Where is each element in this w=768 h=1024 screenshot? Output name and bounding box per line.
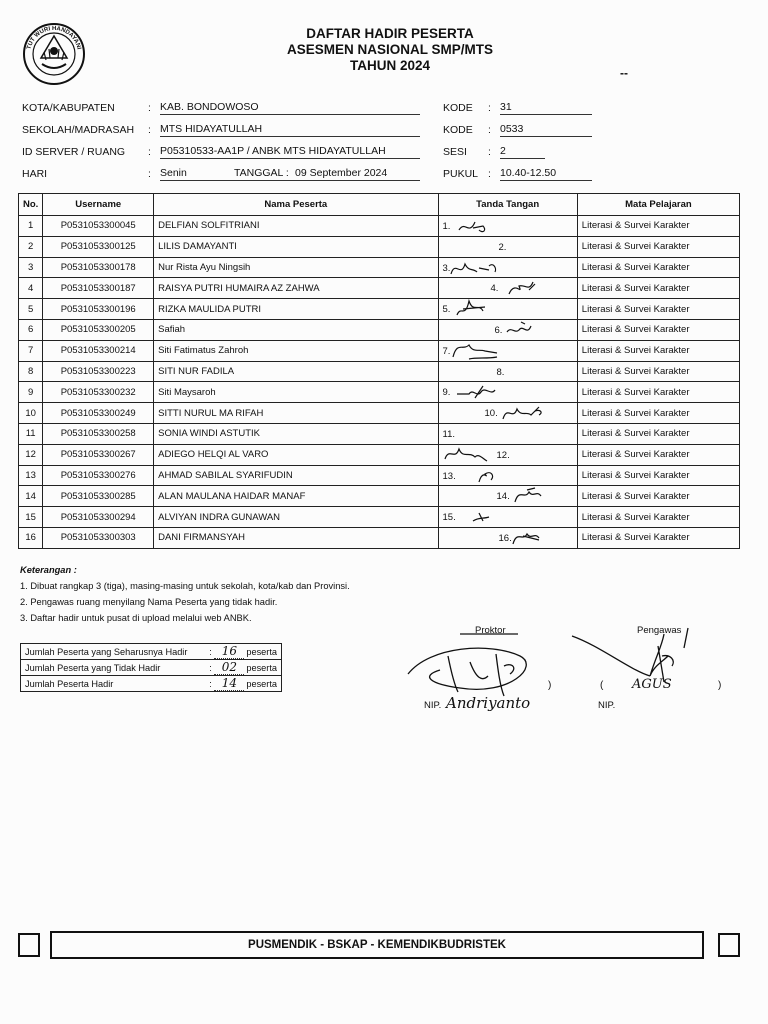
- row-signature-number: 4.: [490, 283, 499, 295]
- tanggal-label: TANGGAL :: [234, 167, 289, 179]
- pengawas-paren-open: (: [600, 680, 604, 691]
- row-nama: DELFIAN SOLFITRIANI: [154, 216, 438, 237]
- footer-right-box: [718, 933, 740, 957]
- summary-value: 14: [214, 676, 244, 691]
- summary-value: 16: [214, 644, 244, 659]
- table-row: [19, 382, 740, 403]
- row-signature-cell: [438, 465, 577, 486]
- server-field: [160, 145, 420, 159]
- sekolah-value: MTS HIDAYATULLAH: [160, 123, 263, 135]
- kota-value: KAB. BONDOWOSO: [160, 101, 259, 113]
- sesi-field: [500, 145, 545, 159]
- notes: [20, 562, 350, 626]
- table-row: [19, 444, 740, 465]
- pengawas-paren-close: ): [718, 680, 722, 691]
- svg-text:TUT WURI HANDAYANI: TUT WURI HANDAYANI: [26, 25, 82, 51]
- row-username: P0531053300276: [43, 465, 154, 486]
- kode2-colon: :: [488, 124, 491, 136]
- row-mata-pelajaran: Literasi & Survei Karakter: [577, 299, 739, 320]
- summary-unit: peserta: [246, 679, 277, 689]
- table-row: [19, 216, 740, 237]
- row-nama: Siti Maysaroh: [154, 382, 438, 403]
- kode1-label: KODE: [443, 102, 473, 114]
- row-no: 4: [19, 278, 43, 299]
- row-username: P0531053300187: [43, 278, 154, 299]
- footer-banner: [50, 931, 704, 959]
- attendance-table: [18, 193, 740, 549]
- table-row: [19, 486, 740, 507]
- row-nama: DANI FIRMANSYAH: [154, 527, 438, 548]
- row-no: 9: [19, 382, 43, 403]
- sesi-value: 2: [500, 145, 506, 157]
- row-no: 12: [19, 444, 43, 465]
- row-signature-cell: [438, 527, 577, 548]
- summary-value: 02: [214, 660, 244, 675]
- row-signature-cell: [438, 444, 577, 465]
- row-mata-pelajaran: Literasi & Survei Karakter: [577, 444, 739, 465]
- proktor-paren-close: ): [548, 680, 552, 691]
- table-row: [19, 527, 740, 548]
- kode2-label: KODE: [443, 124, 473, 136]
- sekolah-label: SEKOLAH/MADRASAH: [22, 124, 135, 136]
- kode2-field: [500, 123, 592, 137]
- row-signature-number: 2.: [498, 241, 507, 253]
- row-username: P0531053300258: [43, 423, 154, 444]
- row-signature-cell: [438, 319, 577, 340]
- row-signature-number: 16.: [498, 532, 512, 544]
- summary-table: [20, 643, 282, 692]
- row-mata-pelajaran: Literasi & Survei Karakter: [577, 382, 739, 403]
- col-header-no: No.: [19, 194, 43, 216]
- row-nama: ALVIYAN INDRA GUNAWAN: [154, 507, 438, 528]
- proktor-nip-label: NIP.: [424, 700, 442, 711]
- server-value: P05310533-AA1P / ANBK MTS HIDAYATULLAH: [160, 145, 386, 157]
- row-username: P0531053300285: [43, 486, 154, 507]
- row-mata-pelajaran: Literasi & Survei Karakter: [577, 216, 739, 237]
- row-signature-cell: [438, 340, 577, 361]
- row-no: 3: [19, 257, 43, 278]
- row-nama: RIZKA MAULIDA PUTRI: [154, 299, 438, 320]
- row-mata-pelajaran: Literasi & Survei Karakter: [577, 257, 739, 278]
- table-row: [19, 423, 740, 444]
- handwritten-signature: [439, 403, 577, 423]
- row-username: P0531053300205: [43, 319, 154, 340]
- pengawas-name: AGUS: [632, 677, 672, 692]
- col-header-username: Username: [43, 194, 154, 216]
- handwritten-signature: [439, 507, 577, 527]
- row-signature-number: 5.: [442, 304, 451, 316]
- row-username: P0531053300196: [43, 299, 154, 320]
- row-signature-cell: [438, 216, 577, 237]
- row-signature-cell: [438, 403, 577, 424]
- summary-unit: peserta: [246, 663, 277, 673]
- header-mark: --: [620, 66, 628, 80]
- footer-text: PUSMENDIK - BSKAP - KEMENDIKBUDRISTEK: [248, 939, 506, 951]
- handwritten-signature: [439, 382, 577, 402]
- row-nama: LILIS DAMAYANTI: [154, 236, 438, 257]
- row-signature-number: 7.: [442, 345, 451, 357]
- handwritten-signature: [439, 445, 577, 465]
- table-row: [19, 403, 740, 424]
- row-mata-pelajaran: Literasi & Survei Karakter: [577, 361, 739, 382]
- row-no: 6: [19, 319, 43, 340]
- col-header-nama: Nama Peserta: [154, 194, 438, 216]
- row-no: 7: [19, 340, 43, 361]
- kota-field: [160, 101, 420, 115]
- tanggal-value: 09 September 2024: [295, 167, 388, 179]
- summary-label: Jumlah Peserta yang Seharusnya Hadir: [21, 644, 201, 660]
- row-nama: AHMAD SABILAL SYARIFUDIN: [154, 465, 438, 486]
- pukul-field: [500, 167, 592, 181]
- row-signature-number: 10.: [484, 408, 498, 420]
- title-line-1: DAFTAR HADIR PESERTA: [306, 26, 474, 41]
- row-signature-number: 1.: [442, 221, 451, 232]
- sesi-colon: :: [488, 146, 491, 158]
- kota-colon: :: [148, 102, 151, 114]
- row-signature-cell: [438, 299, 577, 320]
- row-signature-number: 6.: [494, 324, 503, 336]
- hari-field: [160, 167, 420, 181]
- summary-unit: peserta: [246, 647, 277, 657]
- table-row: [19, 465, 740, 486]
- row-mata-pelajaran: Literasi & Survei Karakter: [577, 486, 739, 507]
- handwritten-signature: [439, 341, 577, 361]
- row-mata-pelajaran: Literasi & Survei Karakter: [577, 403, 739, 424]
- row-no: 8: [19, 361, 43, 382]
- row-signature-number: 15.: [442, 512, 456, 524]
- pukul-label: PUKUL: [443, 168, 479, 180]
- row-mata-pelajaran: Literasi & Survei Karakter: [577, 319, 739, 340]
- row-username: P0531053300294: [43, 507, 154, 528]
- handwritten-signature: [439, 216, 577, 236]
- row-username: P0531053300223: [43, 361, 154, 382]
- row-signature-number: 13.: [442, 470, 456, 482]
- summary-row: [21, 644, 282, 660]
- row-nama: SITI NUR FADILA: [154, 361, 438, 382]
- proktor-label: Proktor: [475, 625, 506, 636]
- sekolah-colon: :: [148, 124, 151, 136]
- handwritten-signature: [439, 320, 577, 340]
- summary-label: Jumlah Peserta Hadir: [21, 676, 201, 692]
- handwritten-signature: [439, 486, 577, 506]
- table-row: [19, 340, 740, 361]
- row-no: 5: [19, 299, 43, 320]
- handwritten-signature: [439, 466, 577, 486]
- note-item: 2. Pengawas ruang menyilang Nama Peserta yang tidak hadir.: [20, 597, 278, 607]
- row-nama: ADIEGO HELQI AL VARO: [154, 444, 438, 465]
- row-mata-pelajaran: Literasi & Survei Karakter: [577, 527, 739, 548]
- handwritten-signature: [439, 278, 577, 298]
- row-signature-number: 11.: [442, 428, 456, 440]
- handwritten-signature: [439, 258, 577, 278]
- row-mata-pelajaran: Literasi & Survei Karakter: [577, 236, 739, 257]
- title-line-2: ASESMEN NASIONAL SMP/MTS: [286, 42, 494, 57]
- proktor-name: Andriyanto: [446, 694, 531, 712]
- row-nama: Nur Rista Ayu Ningsih: [154, 257, 438, 278]
- summary-colon: :: [209, 679, 212, 689]
- handwritten-signature: [439, 528, 577, 548]
- server-colon: :: [148, 146, 151, 158]
- table-row: [19, 278, 740, 299]
- row-signature-number: 3.: [442, 262, 451, 274]
- row-signature-cell: [438, 382, 577, 403]
- row-nama: Siti Fatimatus Zahroh: [154, 340, 438, 361]
- kode1-colon: :: [488, 102, 491, 114]
- title-line-3: TAHUN 2024: [349, 58, 431, 73]
- row-nama: ALAN MAULANA HAIDAR MANAF: [154, 486, 438, 507]
- table-row: [19, 507, 740, 528]
- sesi-label: SESI: [443, 146, 467, 158]
- row-signature-cell: [438, 507, 577, 528]
- notes-heading: Keterangan :: [20, 565, 77, 575]
- table-row: [19, 319, 740, 340]
- row-signature-number: 9.: [442, 387, 451, 399]
- kode1-field: [500, 101, 592, 115]
- row-no: 1: [19, 216, 43, 237]
- row-signature-number: 8.: [496, 366, 505, 378]
- table-row: [19, 299, 740, 320]
- row-nama: RAISYA PUTRI HUMAIRA AZ ZAHWA: [154, 278, 438, 299]
- note-item: 1. Dibuat rangkap 3 (tiga), masing-masing untuk sekolah, kota/kab dan Provinsi.: [20, 581, 350, 591]
- hari-value: Senin: [160, 167, 187, 179]
- row-signature-cell: [438, 278, 577, 299]
- row-signature-cell: [438, 236, 577, 257]
- sekolah-field: [160, 123, 420, 137]
- row-username: P0531053300214: [43, 340, 154, 361]
- summary-colon: :: [209, 647, 212, 657]
- row-no: 16: [19, 527, 43, 548]
- table-row: [19, 257, 740, 278]
- row-signature-cell: [438, 361, 577, 382]
- col-header-tanda-tangan: Tanda Tangan: [438, 194, 577, 216]
- row-username: P0531053300303: [43, 527, 154, 548]
- handwritten-signature: [439, 299, 577, 319]
- row-no: 13: [19, 465, 43, 486]
- table-header-row: [19, 194, 740, 216]
- row-mata-pelajaran: Literasi & Survei Karakter: [577, 340, 739, 361]
- row-username: P0531053300045: [43, 216, 154, 237]
- row-no: 14: [19, 486, 43, 507]
- row-no: 15: [19, 507, 43, 528]
- hari-label: HARI: [22, 168, 48, 180]
- table-row: [19, 236, 740, 257]
- pengawas-label: Pengawas: [637, 625, 682, 636]
- summary-colon: :: [209, 663, 212, 673]
- row-nama: SONIA WINDI ASTUTIK: [154, 423, 438, 444]
- pukul-colon: :: [488, 168, 491, 180]
- row-nama: SITTI NURUL MA RIFAH: [154, 403, 438, 424]
- row-username: P0531053300249: [43, 403, 154, 424]
- kota-label: KOTA/KABUPATEN: [22, 102, 115, 114]
- document-title: [0, 26, 768, 74]
- note-item: 3. Daftar hadir untuk pusat di upload melalui web ANBK.: [20, 613, 252, 623]
- kode1-value: 31: [500, 101, 512, 113]
- footer-left-box: [18, 933, 40, 957]
- row-nama: Safiah: [154, 319, 438, 340]
- col-header-mata-pelajaran: Mata Pelajaran: [577, 194, 739, 216]
- summary-row: [21, 676, 282, 692]
- row-signature-cell: [438, 257, 577, 278]
- row-mata-pelajaran: Literasi & Survei Karakter: [577, 507, 739, 528]
- row-username: P0531053300232: [43, 382, 154, 403]
- row-signature-cell: [438, 486, 577, 507]
- row-username: P0531053300267: [43, 444, 154, 465]
- row-signature-cell: [438, 423, 577, 444]
- row-mata-pelajaran: Literasi & Survei Karakter: [577, 465, 739, 486]
- hari-colon: :: [148, 168, 151, 180]
- row-username: P0531053300178: [43, 257, 154, 278]
- row-signature-number: 12.: [496, 449, 510, 461]
- pukul-value: 10.40-12.50: [500, 167, 557, 179]
- kode2-value: 0533: [500, 123, 524, 135]
- row-no: 11: [19, 423, 43, 444]
- row-mata-pelajaran: Literasi & Survei Karakter: [577, 278, 739, 299]
- row-signature-number: 14.: [496, 491, 510, 503]
- row-no: 2: [19, 236, 43, 257]
- row-no: 10: [19, 403, 43, 424]
- summary-row: [21, 660, 282, 676]
- row-mata-pelajaran: Literasi & Survei Karakter: [577, 423, 739, 444]
- table-row: [19, 361, 740, 382]
- row-username: P0531053300125: [43, 236, 154, 257]
- summary-label: Jumlah Peserta yang Tidak Hadir: [21, 660, 201, 676]
- pengawas-nip-label: NIP.: [598, 700, 616, 711]
- server-label: ID SERVER / RUANG: [22, 146, 126, 158]
